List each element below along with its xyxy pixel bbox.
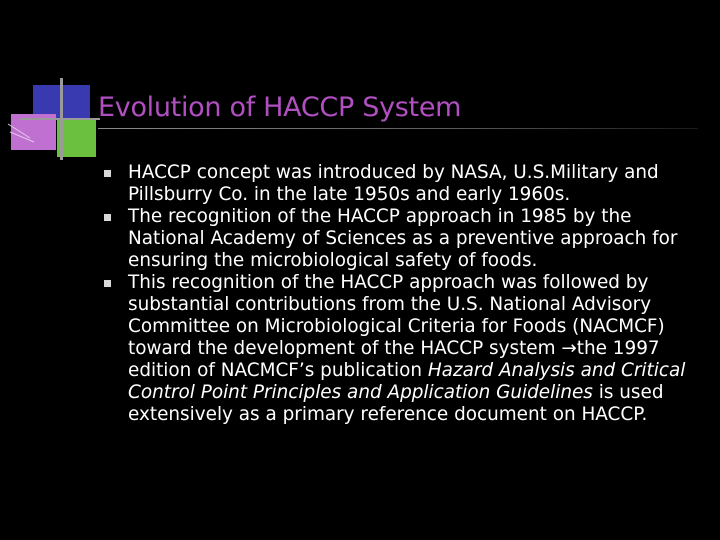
square-bullet-icon [104, 170, 111, 177]
publication-title: Hazard Analysis and Critical Control Point Principles and Application Guidelines [128, 360, 686, 403]
bullet-text: This recognition of the HACCP approach was followed by substantial contributions from the U.S. National Advisory Committee on Microbiological Criteria for Foods (NACMCF) toward the development of the HACCP system [128, 272, 665, 359]
bullet-list [100, 162, 700, 426]
bullet-text: The recognition of the HACCP approach in 1985 by the National Academy of Sciences as a preventive approach for ensuring the microbiological safety of foods. [128, 206, 678, 271]
slide-title: Evolution of HACCP System [98, 92, 462, 123]
square-bullet-icon [104, 214, 111, 221]
bullet-item [100, 162, 700, 206]
bullet-item [100, 206, 700, 272]
square-bullet-icon [104, 280, 111, 287]
arrow-right-icon: → [561, 338, 577, 359]
bullet-item [100, 272, 700, 426]
deco-horizontal-bar [20, 118, 100, 120]
bullet-text: the 1997 edition of NACMCF’s publication [128, 338, 660, 381]
bullet-text: is used extensively as a primary reference document on HACCP. [128, 382, 664, 425]
title-underline [98, 128, 698, 129]
bullet-text: HACCP concept was introduced by NASA, U.S.Military and Pillsburry Co. in the late 1950s and early 1960s. [128, 162, 659, 205]
